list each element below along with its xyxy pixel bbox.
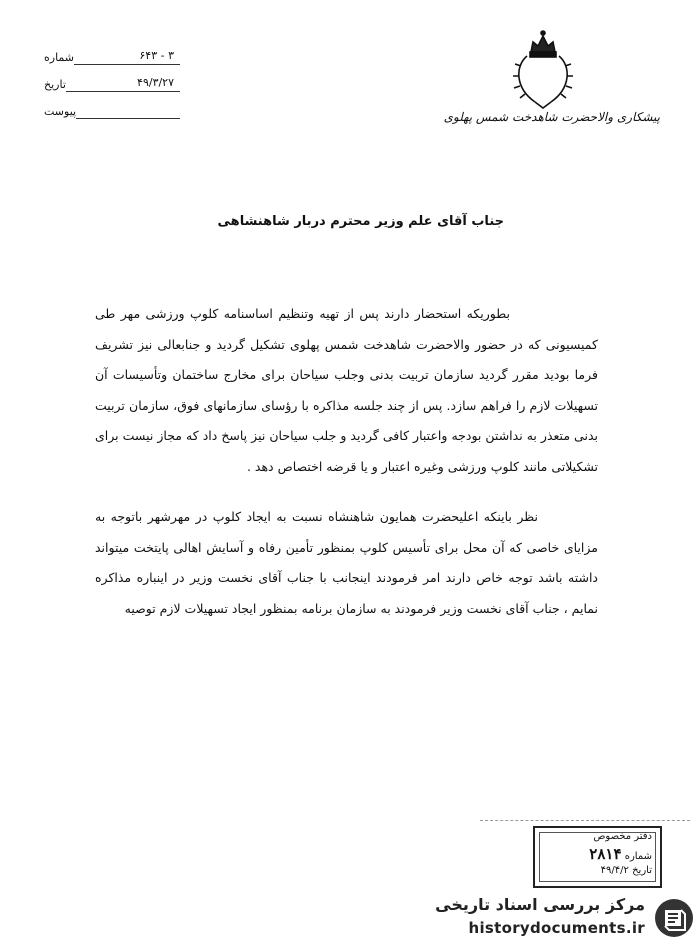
watermark-url: historydocuments.ir bbox=[468, 919, 645, 937]
letter-paragraph-2: نظر باینکه اعلیحضرت همایون شاهنشاه نسبت به ایجاد کلوپ در مهرشهر باتوجه به مزایای خاصی که آن محل برای تأسیس کلوپ بمنظور تأمین رفاه و آسایش اهالی پایتخت میتواند داشته باشد توجه خاص دارند امر فرمودند اینجانب با جناب آقای نخست وزیر در اینباره مذاکره نمایم ، جناب آقای نخست وزیر فرمودند به سازمان برنامه بمنظور ایجاد تسهیلات لازم توصیه bbox=[95, 509, 598, 616]
stamp-date-label: تاریخ bbox=[632, 865, 652, 876]
reference-date-value: ۴۹/۳/۲۷ bbox=[137, 76, 174, 89]
reference-date-label: تاریخ bbox=[44, 78, 66, 91]
registration-stamp bbox=[533, 826, 662, 888]
reference-number-label: شماره bbox=[44, 51, 75, 64]
stamp-number-value: ۲۸۱۴ bbox=[589, 845, 622, 863]
royal-crest-emblem bbox=[505, 22, 581, 114]
letter-body bbox=[95, 299, 598, 624]
reference-block bbox=[40, 38, 180, 119]
reference-attachment-row bbox=[40, 92, 180, 119]
stamp-header: دفتر مخصوص bbox=[593, 831, 652, 842]
letterhead-heading: پیشکاری والاحضرت شاهدخت شمس پهلوی bbox=[443, 110, 660, 124]
salutation: جناب آقای علم وزیر محترم دربار شاهنشاهی bbox=[217, 214, 504, 229]
stamp-number-label: شماره bbox=[624, 851, 652, 862]
reference-number-row bbox=[40, 38, 180, 65]
reference-attachment-label: پیوست bbox=[44, 105, 77, 118]
reference-number-value: ۳ - ۶۴۳ bbox=[139, 49, 174, 62]
letter-paragraph-1: بطوریکه استحضار دارند پس از تهیه وتنظیم اساسنامه کلوپ ورزشی مهر طی کمیسیونی که در حضور والاحضرت شاهدخت شمس پهلوی تشکیل گردید و جنابعالی نیز تشریف فرما بودید مقرر گردید سازمان تربیت بدنی وجلب سیاحان برای مخارج ساختمان وتأسیسات آن تسهیلات لازم را فراهم سازد. پس از چند جلسه مذاکره با رؤسای سازمانهای فوق، سازمان تربیت بدنی متعذر به نداشتن بودجه واعتبار کافی گردید و جلب سیاحان نیز پاسخ داد که مجاز نیست برای تشکیلاتی مانند کلوپ ورزشی وغیره اعتبار و یا قرضه اختصاص دهد . bbox=[95, 306, 598, 474]
reference-date-row bbox=[40, 65, 180, 92]
dashed-divider bbox=[480, 820, 690, 821]
archive-watermark bbox=[405, 893, 695, 945]
stamp-date-value: ۴۹/۴/۲ bbox=[600, 865, 629, 876]
watermark-title: مرکز بررسی اسناد تاریخی bbox=[435, 895, 645, 914]
archive-logo-icon bbox=[653, 897, 695, 939]
